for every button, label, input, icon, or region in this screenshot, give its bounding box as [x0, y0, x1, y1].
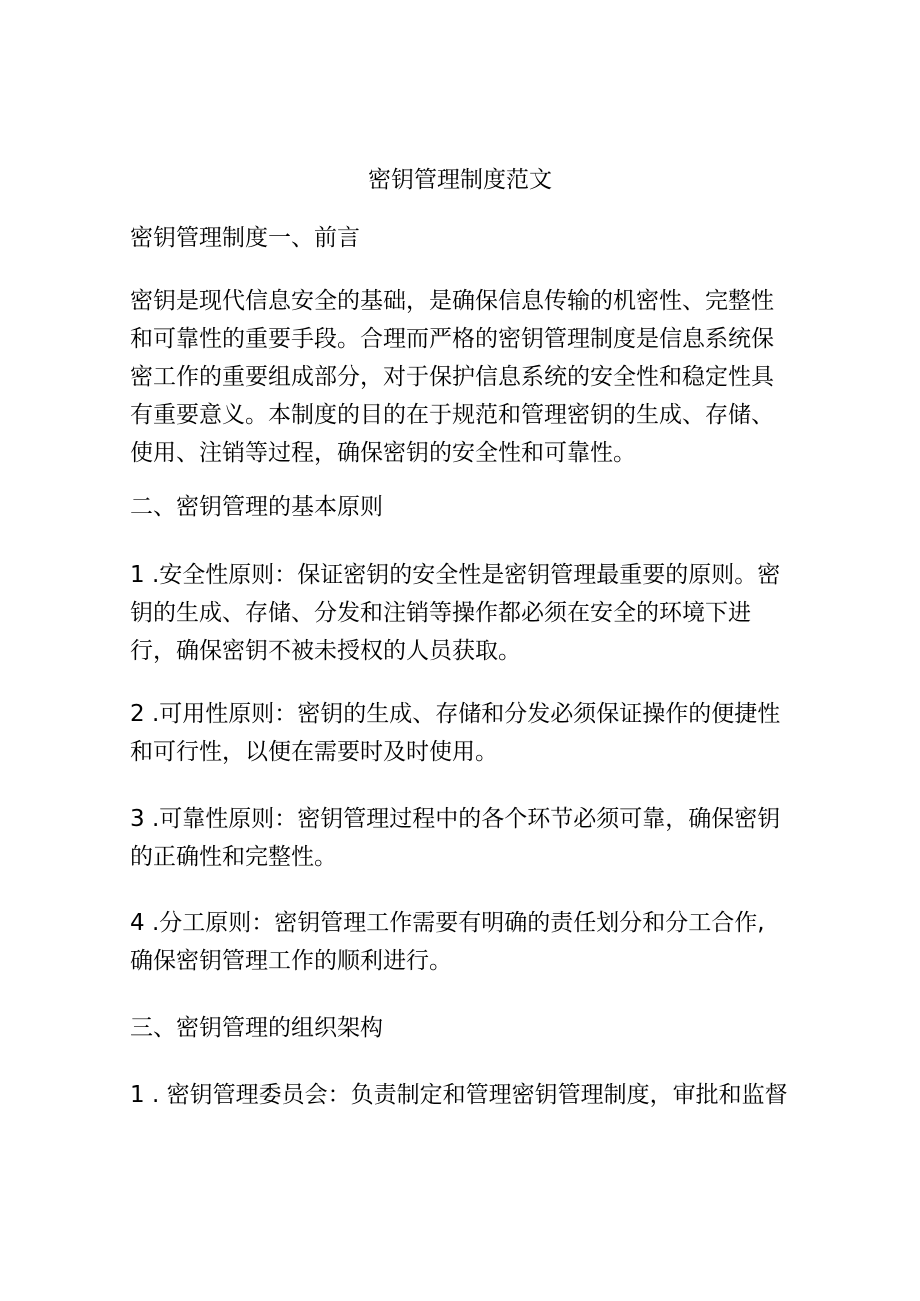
section-heading-principles [130, 488, 795, 526]
text-line: 密钥管理制度一、前言 [130, 225, 360, 251]
text-line: 和可靠性的重要手段。合理而严格的密钥管理制度是信息系统保 [130, 326, 774, 352]
text-line: 的正确性和完整性。 [130, 844, 337, 870]
text-line: 确保密钥管理工作的顺利进行。 [130, 948, 452, 974]
list-item-availability-principle [130, 695, 795, 771]
list-item-reliability-principle [130, 800, 795, 876]
list-item-division-principle [130, 904, 795, 980]
text-line: 有重要意义。本制度的目的在于规范和管理密钥的生成、存储、 [130, 402, 774, 428]
section-heading-preface [130, 219, 795, 257]
text-line: 3 .可靠性原则：密钥管理过程中的各个环节必须可靠，确保密钥 [130, 806, 781, 832]
text-line: 密工作的重要组成部分，对于保护信息系统的安全性和稳定性具 [130, 364, 774, 390]
text-line: 密钥是现代信息安全的基础，是确保信息传输的机密性、完整性 [130, 288, 774, 314]
text-line: 和可行性，以便在需要时及时使用。 [130, 739, 498, 765]
paragraph-preface-body [130, 282, 795, 472]
text-line: 钥的生成、存储、分发和注销等操作都必须在安全的环境下进 [130, 600, 751, 626]
list-item-key-committee [130, 1076, 795, 1114]
list-item-security-principle [130, 556, 795, 670]
text-line: 1 .安全性原则：保证密钥的安全性是密钥管理最重要的原则。密 [130, 562, 781, 588]
text-line: 行，确保密钥不被未授权的人员获取。 [130, 638, 521, 664]
text-line: 二、密钥管理的基本原则 [130, 494, 383, 520]
text-line: 1 . 密钥管理委员会：负责制定和管理密钥管理制度，审批和监督 [130, 1082, 788, 1108]
section-heading-organization [130, 1009, 795, 1047]
text-line: 4 .分工原则：密钥管理工作需要有明确的责任划分和分工合作, [130, 910, 765, 936]
text-line: 三、密钥管理的组织架构 [130, 1015, 383, 1041]
text-line: 2 .可用性原则：密钥的生成、存储和分发必须保证操作的便捷性 [130, 701, 781, 727]
text-line: 使用、注销等过程，确保密钥的安全性和可靠性。 [130, 440, 636, 466]
document-title: 密钥管理制度范文 [368, 167, 552, 193]
